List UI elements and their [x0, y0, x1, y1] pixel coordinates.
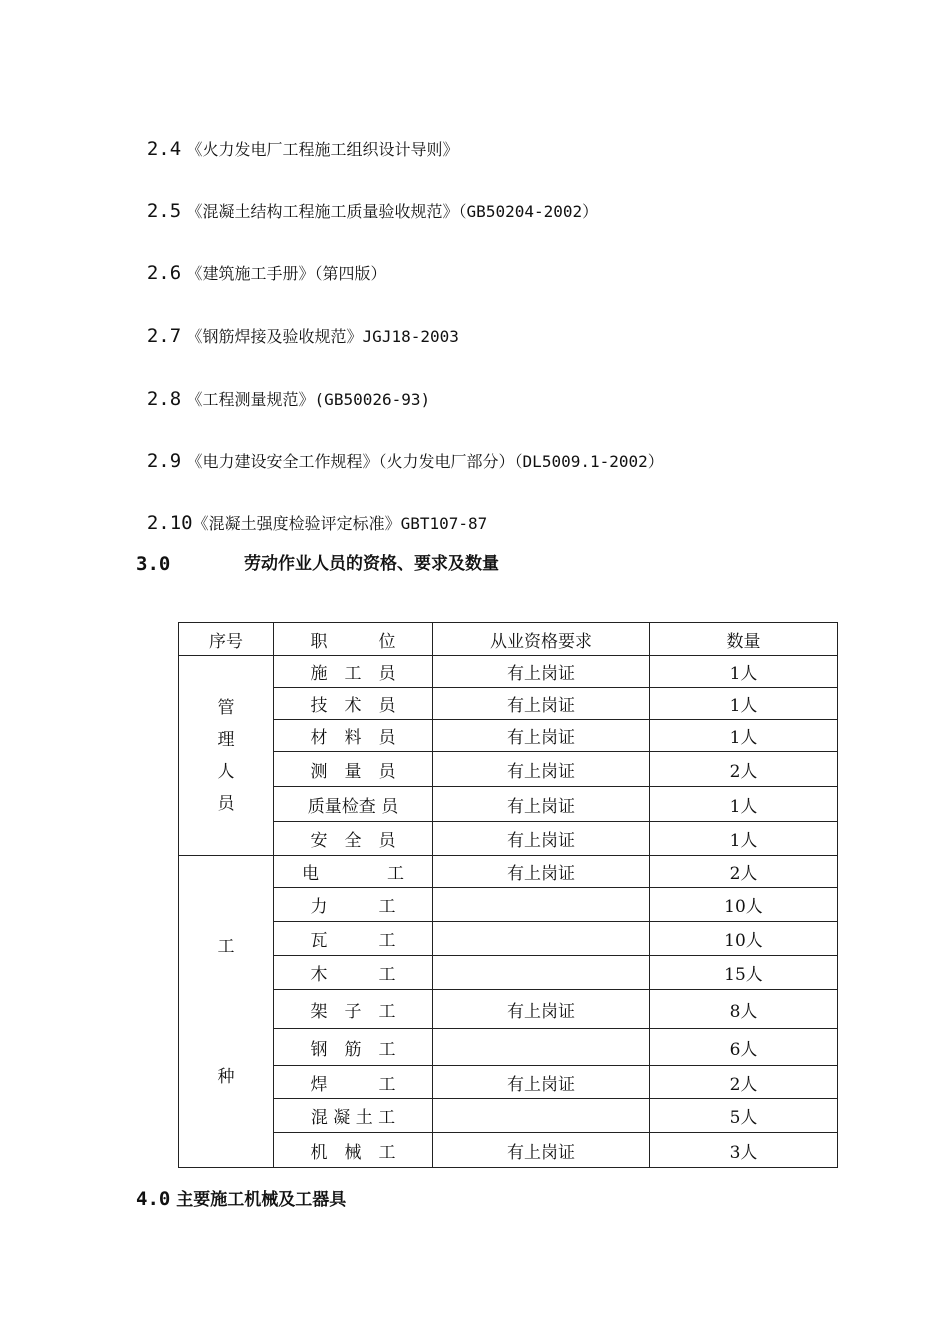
position-cell: 电 工	[274, 856, 433, 888]
table-row	[179, 688, 838, 720]
table-row	[179, 922, 838, 956]
header-position: 职 位	[274, 623, 433, 656]
reference-item	[136, 428, 664, 473]
group-label-char: 种	[217, 1066, 235, 1087]
table-row	[179, 1099, 838, 1133]
reference-item	[136, 116, 459, 161]
qualification-cell: 有上岗证	[433, 822, 650, 856]
qualification-cell	[433, 1029, 650, 1066]
position-cell: 技 术 员	[274, 688, 433, 720]
section-number: 4.0	[136, 1188, 171, 1210]
reference-item	[136, 490, 487, 535]
section-title: 劳动作业人员的资格、要求及数量	[244, 554, 499, 574]
quantity-cell: 1人	[650, 656, 838, 688]
group-label-management	[179, 656, 274, 856]
reference-text: 《工程测量规范》(GB50026-93)	[186, 390, 431, 409]
quantity-cell: 2人	[650, 1066, 838, 1099]
position-cell: 瓦 工	[274, 922, 433, 956]
position-cell: 架 子 工	[274, 990, 433, 1029]
reference-text: 《建筑施工手册》（第四版）	[186, 264, 387, 283]
position-cell: 材 料 员	[274, 720, 433, 752]
reference-number: 2.9	[146, 450, 182, 472]
reference-number: 2.4	[146, 138, 182, 160]
quantity-cell: 1人	[650, 822, 838, 856]
group-label-char: 员	[217, 793, 235, 814]
qualification-cell: 有上岗证	[433, 787, 650, 822]
reference-number: 2.8	[146, 388, 182, 410]
section-number: 3.0	[136, 553, 171, 575]
group-label-char: 人	[217, 761, 235, 782]
quantity-cell: 10人	[650, 922, 838, 956]
group-label-trades	[179, 856, 274, 1168]
qualification-cell: 有上岗证	[433, 656, 650, 688]
table-row	[179, 856, 838, 888]
qualification-cell: 有上岗证	[433, 856, 650, 888]
position-cell: 安 全 员	[274, 822, 433, 856]
reference-number: 2.6	[146, 262, 182, 284]
quantity-cell: 6人	[650, 1029, 838, 1066]
qualification-cell: 有上岗证	[433, 1066, 650, 1099]
header-seq: 序号	[179, 623, 274, 656]
table-row	[179, 956, 838, 990]
qualification-cell: 有上岗证	[433, 1133, 650, 1168]
qualification-cell: 有上岗证	[433, 990, 650, 1029]
table-row	[179, 1029, 838, 1066]
reference-item	[136, 178, 598, 223]
quantity-cell: 8人	[650, 990, 838, 1029]
position-cell: 施 工 员	[274, 656, 433, 688]
position-cell: 木 工	[274, 956, 433, 990]
qualification-cell	[433, 888, 650, 922]
position-cell: 力 工	[274, 888, 433, 922]
section-title: 主要施工机械及工器具	[176, 1190, 347, 1210]
reference-item	[136, 240, 387, 285]
section-heading	[136, 1188, 346, 1211]
table-row	[179, 752, 838, 787]
quantity-cell: 1人	[650, 787, 838, 822]
table-row	[179, 656, 838, 688]
qualification-cell	[433, 922, 650, 956]
table-row	[179, 1066, 838, 1099]
qualification-cell	[433, 956, 650, 990]
quantity-cell: 2人	[650, 752, 838, 787]
table-row	[179, 720, 838, 752]
quantity-cell: 5人	[650, 1099, 838, 1133]
group-label-char: 理	[217, 729, 235, 750]
quantity-cell: 2人	[650, 856, 838, 888]
position-cell: 钢 筋 工	[274, 1029, 433, 1066]
staff-table	[178, 622, 838, 1168]
header-quantity: 数量	[650, 623, 838, 656]
table-header-row	[179, 623, 838, 656]
reference-text: 《电力建设安全工作规程》（火力发电厂部分）（DL5009.1-2002）	[186, 452, 664, 471]
section-heading	[136, 553, 170, 576]
table-row	[179, 888, 838, 922]
table-row	[179, 787, 838, 822]
table-row	[179, 822, 838, 856]
group-label-char: 工	[217, 936, 235, 957]
reference-text: 《混凝土强度检验评定标准》GBT107-87	[192, 514, 488, 533]
reference-number: 2.7	[146, 325, 182, 347]
position-cell: 测 量 员	[274, 752, 433, 787]
reference-item	[136, 303, 459, 348]
quantity-cell: 10人	[650, 888, 838, 922]
reference-text: 《钢筋焊接及验收规范》JGJ18-2003	[186, 327, 459, 346]
reference-number: 2.5	[146, 200, 182, 222]
quantity-cell: 1人	[650, 688, 838, 720]
reference-text: 《火力发电厂工程施工组织设计导则》	[186, 140, 459, 159]
position-cell: 机 械 工	[274, 1133, 433, 1168]
qualification-cell: 有上岗证	[433, 688, 650, 720]
qualification-cell	[433, 1099, 650, 1133]
position-cell: 混 凝 土 工	[274, 1099, 433, 1133]
reference-item	[136, 366, 430, 411]
quantity-cell: 15人	[650, 956, 838, 990]
quantity-cell: 3人	[650, 1133, 838, 1168]
quantity-cell: 1人	[650, 720, 838, 752]
qualification-cell: 有上岗证	[433, 720, 650, 752]
reference-text: 《混凝土结构工程施工质量验收规范》（GB50204-2002）	[186, 202, 599, 221]
table-row	[179, 1133, 838, 1168]
qualification-cell: 有上岗证	[433, 752, 650, 787]
header-qualification: 从业资格要求	[433, 623, 650, 656]
group-label-char: 管	[217, 697, 235, 718]
position-cell: 焊 工	[274, 1066, 433, 1099]
position-cell: 质量检查 员	[274, 787, 433, 822]
reference-number: 2.10	[146, 512, 193, 534]
table-row	[179, 990, 838, 1029]
